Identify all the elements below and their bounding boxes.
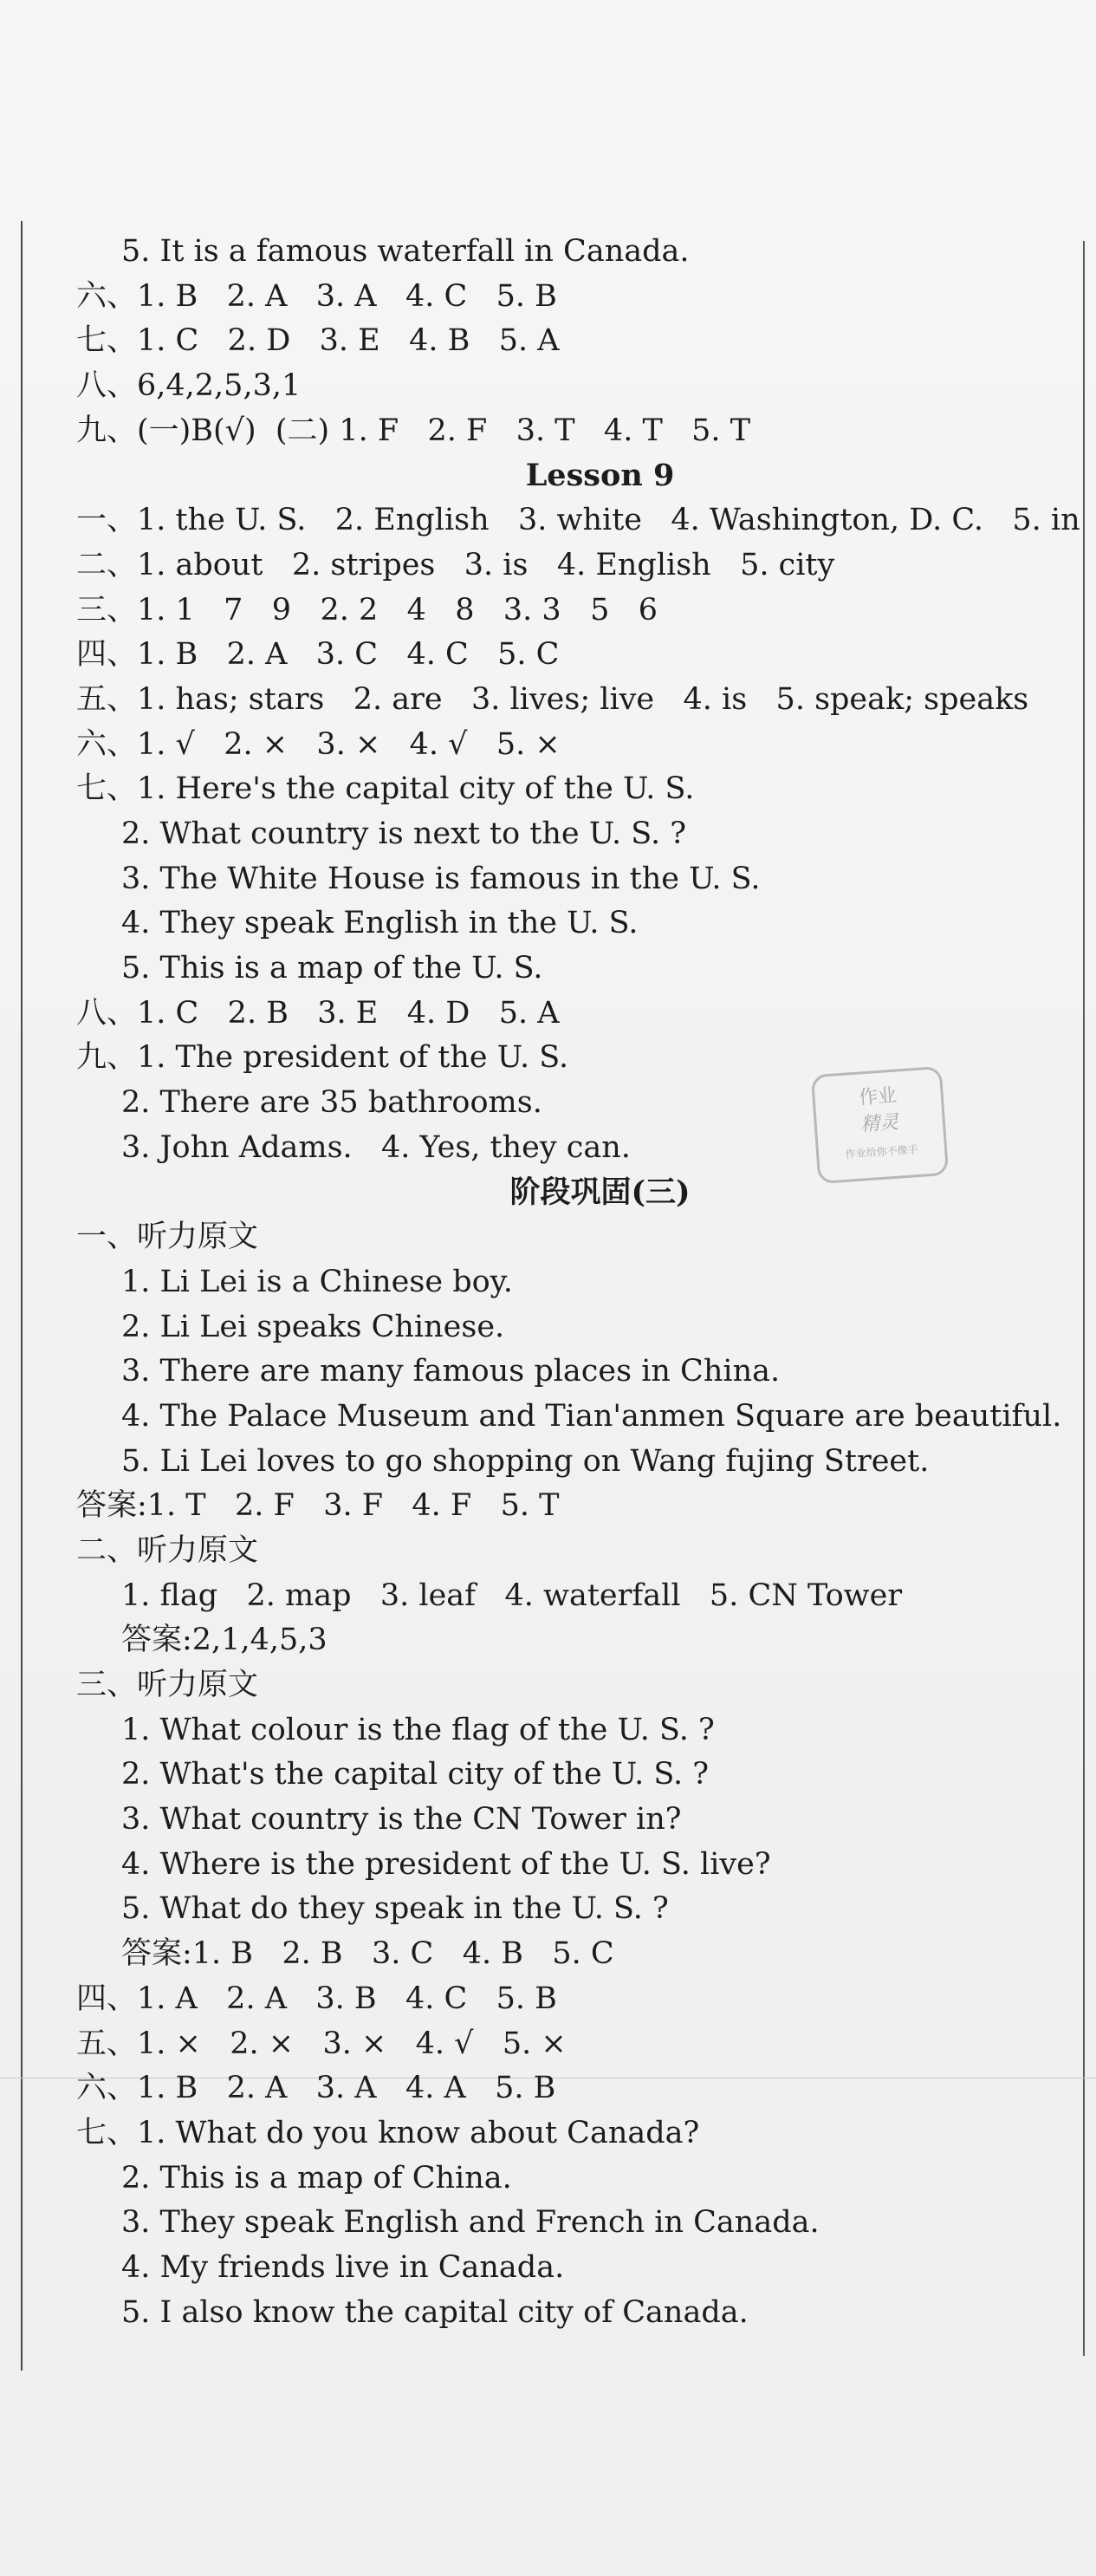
answer-line: 七、1. C 2. D 3. E 4. B 5. A: [76, 323, 560, 359]
answer-line: 1. What colour is the flag of the U. S. ?: [121, 1712, 715, 1747]
stamp-line-1: 作业: [858, 1084, 898, 1109]
answer-line: 一、听力原文: [76, 1220, 259, 1255]
answer-line: 2. What's the capital city of the U. S. ?: [121, 1757, 710, 1792]
answer-line: 六、1. B 2. A 3. A 4. C 5. B: [76, 278, 557, 314]
answer-line: 四、1. A 2. A 3. B 4. C 5. B: [76, 1981, 557, 2016]
answer-line: 九、1. The president of the U. S.: [76, 1040, 569, 1076]
stamp-line-2: 精灵: [859, 1111, 900, 1136]
answer-line: 1. Li Lei is a Chinese boy.: [121, 1264, 513, 1299]
answer-line: 3. John Adams. 4. Yes, they can.: [121, 1129, 631, 1165]
answer-line: 一、1. the U. S. 2. English 3. white 4. Washington, D. C. 5. in: [76, 503, 1080, 538]
answer-line: 3. They speak English and French in Canada.: [121, 2205, 820, 2241]
answer-line: 五、1. × 2. × 3. × 4. √ 5. ×: [76, 2026, 567, 2061]
answer-line: 3. What country is the CN Tower in?: [121, 1802, 682, 1838]
watermark-stamp: [811, 1066, 949, 1184]
answer-line: 5. This is a map of the U. S.: [121, 951, 543, 986]
answer-line: 答案:1. T 2. F 3. F 4. F 5. T: [76, 1488, 560, 1524]
answer-line: 5. What do they speak in the U. S. ?: [121, 1891, 669, 1927]
answer-line: 4. My friends live in Canada.: [121, 2249, 565, 2285]
answer-line: 四、1. B 2. A 3. C 4. C 5. C: [76, 637, 560, 673]
answer-line: 1. flag 2. map 3. leaf 4. waterfall 5. CN Tower: [121, 1577, 903, 1613]
answer-line: 八、1. C 2. B 3. E 4. D 5. A: [76, 995, 560, 1031]
answer-line: 答案:1. B 2. B 3. C 4. B 5. C: [121, 1936, 614, 1972]
answer-line: 2. This is a map of China.: [121, 2160, 512, 2195]
answer-line: 六、1. √ 2. × 3. × 4. √ 5. ×: [76, 726, 561, 762]
answer-line: 4. The Palace Museum and Tian'anmen Square are beautiful.: [121, 1398, 1062, 1434]
answer-line: 3. There are many famous places in China.: [121, 1354, 781, 1389]
answer-line: 六、1. B 2. A 3. A 4. A 5. B: [76, 2071, 556, 2106]
answer-line: 2. Li Lei speaks Chinese.: [121, 1309, 505, 1344]
answer-line: 5. Li Lei loves to go shopping on Wang fujing Street.: [121, 1443, 930, 1479]
answer-line: 答案:2,1,4,5,3: [121, 1623, 328, 1658]
answer-line: 4. Where is the president of the U. S. live?: [121, 1846, 771, 1882]
section-heading: Lesson 9: [525, 458, 675, 494]
section-heading: 阶段巩固(三): [509, 1174, 691, 1211]
answer-line: 2. There are 35 bathrooms.: [121, 1085, 542, 1121]
answer-line: 4. They speak English in the U. S.: [121, 906, 639, 941]
answer-line: 二、听力原文: [76, 1532, 259, 1568]
answer-line: 七、1. What do you know about Canada?: [76, 2115, 700, 2150]
answer-line: 二、1. about 2. stripes 3. is 4. English 5. city: [76, 547, 835, 582]
answer-line: 3. The White House is famous in the U. S.: [121, 861, 761, 896]
answer-line: 八、6,4,2,5,3,1: [76, 368, 302, 404]
answer-line: 5. It is a famous waterfall in Canada.: [121, 234, 690, 269]
stamp-line-3: 作业给你不像手: [845, 1143, 919, 1161]
answer-line: 三、听力原文: [76, 1668, 259, 1702]
answer-text-block: [0, 230, 1096, 2335]
answer-line: 5. I also know the capital city of Canada.: [121, 2294, 749, 2330]
answer-line: 五、1. has; stars 2. are 3. lives; live 4. is 5. speak; speaks: [76, 681, 1029, 717]
answer-line: 七、1. Here's the capital city of the U. S.: [76, 771, 695, 807]
answer-line: 三、1. 1 7 9 2. 2 4 8 3. 3 5 6: [76, 592, 658, 628]
answer-line: 2. What country is next to the U. S. ?: [121, 816, 686, 851]
answer-line: 九、(一)B(√) (二) 1. F 2. F 3. T 4. T 5. T: [76, 413, 751, 448]
